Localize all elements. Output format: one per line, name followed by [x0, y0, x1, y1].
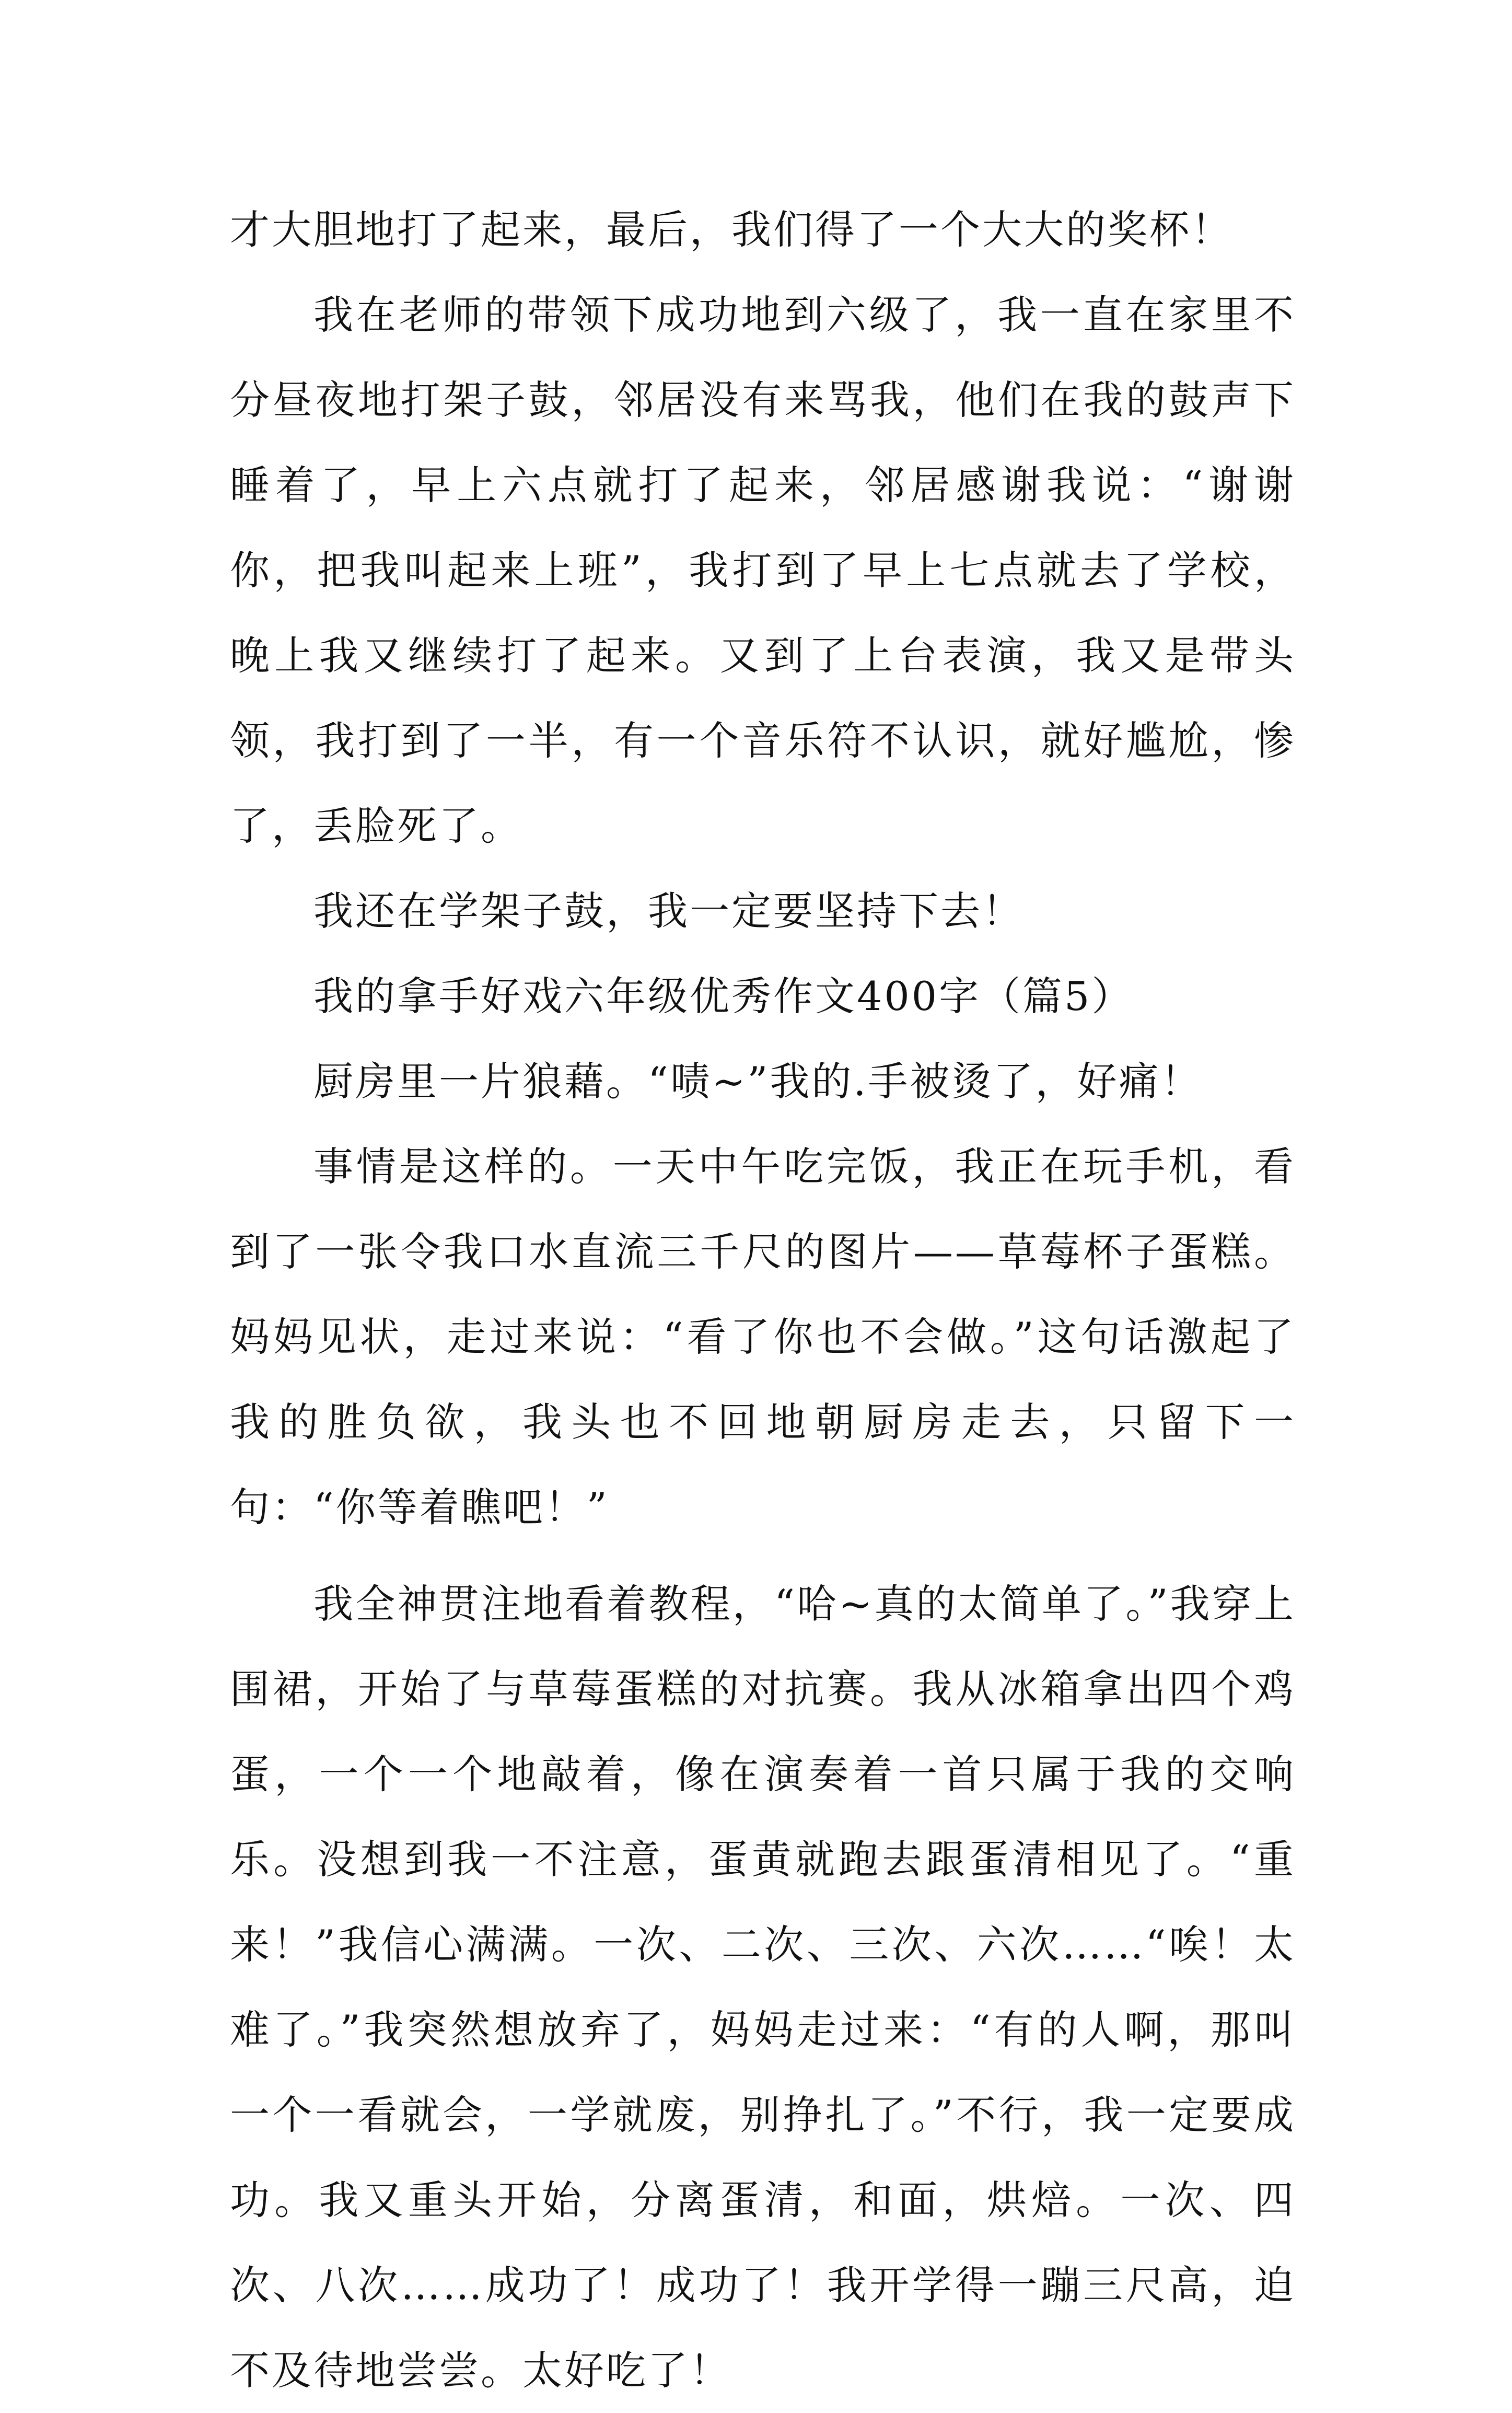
paragraph-1: 才大胆地打了起来，最后，我们得了一个大大的奖杯！ — [230, 206, 1233, 253]
paragraph-5: 事情是这样的。一天中午吃完饭，我正在玩手机，看到了一张令我口水直流三千尺的图片——草莓杯子蛋糕。妈妈见状，走过来说：“看了你也不会做。”这句话激起了我的胜负欲，我头也不回地朝厨房走去，只留下一句：“你等着瞧吧！” — [230, 1143, 1296, 1530]
paragraph-4: 厨房里一片狼藉。“啧~”我的.手被烫了，好痛！ — [313, 1058, 1203, 1105]
paragraph-6: 我全神贯注地看着教程，“哈~真的太简单了。”我穿上围裙，开始了与草莓蛋糕的对抗赛。我从冰箱拿出四个鸡蛋，一个一个地敲着，像在演奏着一首只属于我的交响乐。没想到我一不注意，蛋黄就跑去跟蛋清相见了。“重来！”我信心满满。一次、二次、三次、六次……“唉！太难了。”我突然想放弃了，妈妈走过来：“有的人啊，那叫一个一看就会，一学就废，别挣扎了。”不行，我一定要成功。我又重头开始，分离蛋清，和面，烘焙。一次、四次、八次……成功了！成功了！我开学得一蹦三尺高，迫不及待地尝尝。太好吃了！ — [230, 1581, 1296, 2394]
paragraph-3: 我还在学架子鼓，我一定要坚持下去！ — [313, 888, 1024, 934]
essay-body — [230, 187, 1296, 2413]
essay-heading: 我的拿手好戏六年级优秀作文400字（篇5） — [313, 973, 1134, 1019]
paragraph-2: 我在老师的带领下成功地到六级了，我一直在家里不分昼夜地打架子鼓，邻居没有来骂我，他们在我的鼓声下睡着了，早上六点就打了起来，邻居感谢我说：“谢谢你，把我叫起来上班”，我打到了早上七点就去了学校，晚上我又继续打了起来。又到了上台表演，我又是带头领，我打到了一半，有一个音乐符不认识，就好尴尬，惨了，丢脸死了。 — [230, 292, 1296, 849]
